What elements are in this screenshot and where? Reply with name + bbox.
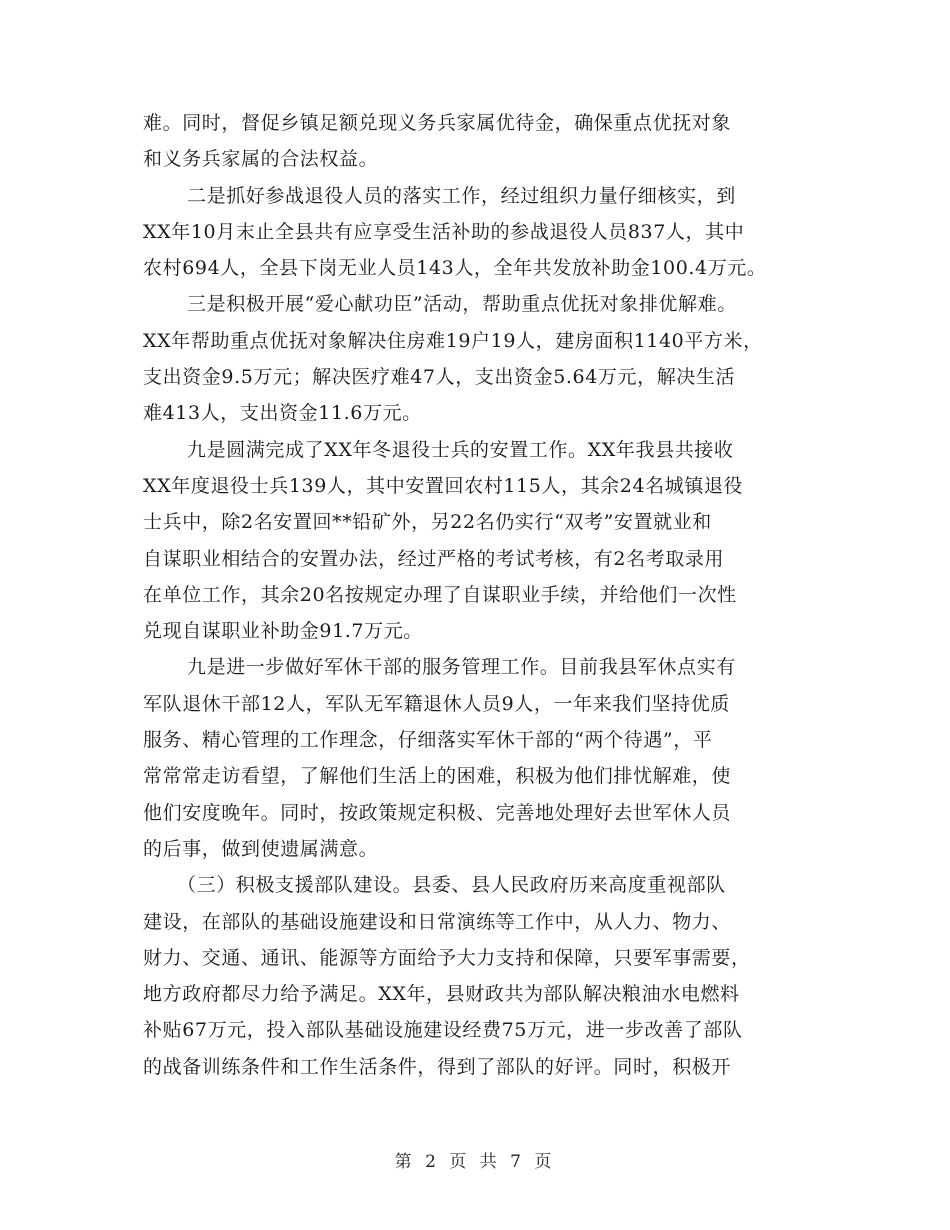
text-line: 常常常走访看望，了解他们生活上的困难，积极为他们排忧解难，使	[143, 765, 732, 788]
text-line: 难。同时，督促乡镇足额兑现义务兵家属优待金，确保重点优抚对象	[143, 112, 732, 134]
text-line: XX年度退役士兵139人，其中安置回农村115人，其余24名城镇退役	[143, 474, 744, 497]
text-line: 和义务兵家属的合法权益。	[143, 148, 379, 171]
text-line: （三）积极支援部队建设。县委、县人民政府历来高度重视部队	[177, 874, 726, 897]
text-line: 的战备训练条件和工作生活条件，得到了部队的好评。同时，积极开	[143, 1055, 732, 1078]
text-line: 他们安度晚年。同时，按政策规定积极、完善地处理好去世军休人员	[143, 801, 732, 824]
text-line: 二是抓好参战退役人员的落实工作，经过组织力量仔细核实，到	[187, 184, 736, 207]
page-number-footer: 第 2 页 共 7 页	[394, 1152, 556, 1172]
text-line: 农村694人，全县下岗无业人员143人，全年共发放补助金100.4万元。	[143, 257, 767, 280]
text-line: 地方政府都尽力给予满足。XX年，县财政共为部队解决粮油水电燃料	[143, 983, 740, 1006]
text-line: 财力、交通、通讯、能源等方面给予大力支持和保障，只要军事需要，	[143, 946, 751, 969]
text-line: XX年10月末止全县共有应享受生活补助的参战退役人员837人，其中	[143, 220, 745, 243]
text-line: 服务、精心管理的工作理念，仔细落实军休干部的“两个待遇”，平	[143, 729, 713, 752]
text-line: 难413人，支出资金11.6万元。	[143, 402, 422, 425]
text-line: 在单位工作，其余20名按规定办理了自谋职业手续，并给他们一次性	[143, 583, 737, 606]
text-line: 九是圆满完成了XX年冬退役士兵的安置工作。XX年我县共接收	[187, 438, 734, 461]
text-line: 兑现自谋职业补助金91.7万元。	[143, 620, 423, 643]
text-line: XX年帮助重点优抚对象解决住房难19户19人，建房面积1140平方米，	[143, 329, 763, 352]
text-line: 自谋职业相结合的安置办法，经过严格的考试考核，有2名考取录用	[143, 547, 725, 570]
text-line: 士兵中，除2名安置回**铅矿外，另22名仍实行“双考”安置就业和	[143, 511, 712, 534]
text-line: 的后事，做到使遗属满意。	[143, 837, 379, 860]
text-line: 补贴67万元，投入部队基础设施建设经费75万元，进一步改善了部队	[143, 1019, 743, 1042]
text-line: 三是积极开展“爱心献功臣”活动，帮助重点优抚对象排优解难。	[187, 293, 737, 316]
text-line: 支出资金9.5万元；解决医疗难47人，支出资金5.64万元，解决生活	[143, 366, 736, 389]
document-body	[143, 105, 815, 1085]
text-line: 九是进一步做好军休干部的服务管理工作。目前我县军休点实有	[187, 656, 736, 679]
text-line: 建设，在部队的基础设施建设和日常演练等工作中，从人力、物力、	[143, 910, 732, 933]
text-line: 军队退休干部12人，军队无军籍退休人员9人，一年来我们坚持优质	[143, 692, 730, 715]
